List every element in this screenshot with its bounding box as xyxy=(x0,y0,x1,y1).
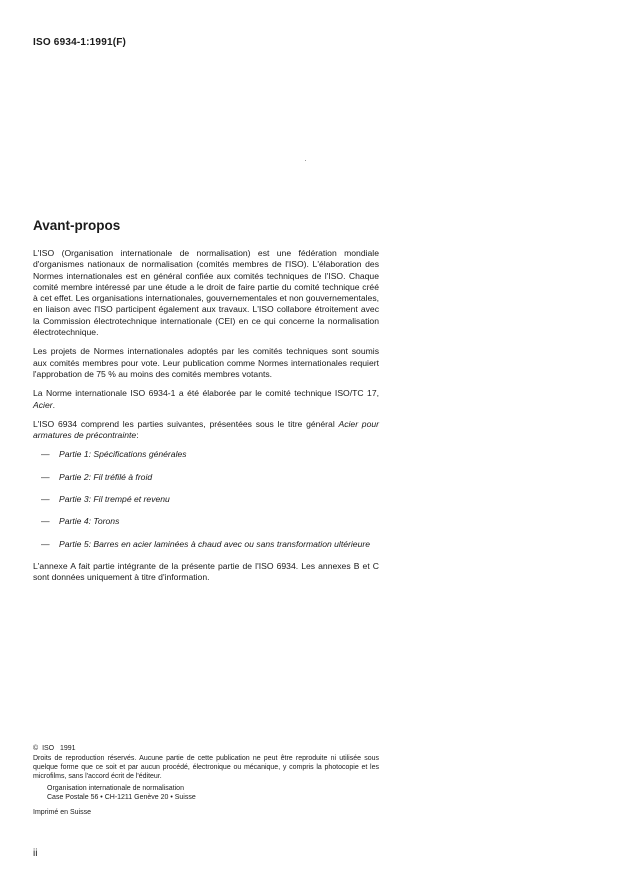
paragraph-committee xyxy=(33,388,379,411)
copyright-org: ISO xyxy=(42,745,55,752)
dash-bullet: — xyxy=(41,494,50,505)
part-label: Partie 3: xyxy=(59,494,92,505)
dash-bullet: — xyxy=(41,449,50,460)
copyright-line xyxy=(33,744,379,753)
part-title: Torons xyxy=(93,516,120,527)
part-title: Spécifications générales xyxy=(93,449,187,460)
paragraph-voting: Les projets de Normes internationales adoptés par les comités techniques sont soumis aux comités membres pour vote. Leur publication comme Normes internationales requiert l'approbation de 75 % au moins des comités membres votants. xyxy=(33,346,379,379)
part-label: Partie 1: xyxy=(59,449,92,460)
dash-bullet: — xyxy=(41,516,50,527)
publisher-address: Case Postale 56 • CH-1211 Genève 20 • Suisse xyxy=(47,794,196,801)
paragraph-annexes: L'annexe A fait partie intégrante de la présente partie de l'ISO 6934. Les annexes B et C sont données uniquement à titre d'information. xyxy=(33,560,379,583)
printed-in: Imprimé en Suisse xyxy=(33,809,91,816)
committee-text: La Norme internationale ISO 6934-1 a été élaborée par le comité technique ISO/TC 17, xyxy=(33,388,379,399)
committee-name: Acier xyxy=(33,399,53,410)
list-item xyxy=(33,516,379,527)
page-number: ii xyxy=(33,848,38,859)
parts-list xyxy=(33,449,379,549)
dash-bullet: — xyxy=(41,471,50,482)
parts-intro-end: : xyxy=(136,430,139,441)
list-item xyxy=(33,472,379,483)
part-title: Fil trempé et revenu xyxy=(93,494,170,505)
paragraph-iso-intro: L'ISO (Organisation internationale de normalisation) est une fédération mondiale d'organismes nationaux de normalisation (comités membres de l'ISO). L'élaboration des Normes internationales est en général confiée aux comités techniques de l'ISO. Chaque comité membre intéressé par une étude a le droit de faire partie du comité technique créé à cet effet. Les organisations internationales, gouvernementales et non gouvernementales, en liaison avec l'ISO participent également aux travaux. L'ISO collabore étroitement avec la Commission électrotechnique internationale (CEI) en ce qui concerne la normalisation électrotechnique. xyxy=(33,248,379,338)
copyright-year: 1991 xyxy=(59,745,76,752)
parts-intro-text: L'ISO 6934 comprend les parties suivantes, présentées sous le titre général xyxy=(33,418,339,429)
foreword-body xyxy=(33,248,379,592)
publisher-name: Organisation internationale de normalisation xyxy=(47,785,184,792)
document-id-header: ISO 6934-1:1991(F) xyxy=(33,37,127,48)
part-label: Partie 2: xyxy=(59,471,92,482)
section-title: Avant-propos xyxy=(33,218,121,233)
list-item xyxy=(33,449,379,460)
list-item xyxy=(33,494,379,505)
list-item xyxy=(33,539,379,550)
general-title: Acier pour armatures de précontrainte xyxy=(33,418,379,441)
part-title: Fil tréfilé à froid xyxy=(93,471,153,482)
dash-bullet: — xyxy=(41,538,50,549)
committee-end: . xyxy=(52,399,55,410)
part-title: Barres en acier laminées à chaud avec ou sans transformation ultérieure xyxy=(93,538,370,549)
paragraph-parts-intro xyxy=(33,419,379,442)
part-label: Partie 4: xyxy=(59,516,92,527)
part-label: Partie 5: xyxy=(59,538,92,549)
rights-notice: Droits de reproduction réservés. Aucune partie de cette publication ne peut être reproduite ni utilisée sous quelque forme que ce soit et par aucun procédé, électronique ou mécanique, y compris la photocopie et les microfilms, sans l'accord écrit de l'éditeur. xyxy=(33,755,379,780)
copyright-block xyxy=(33,744,379,817)
copyright-symbol: © xyxy=(33,745,39,752)
scan-speck xyxy=(305,160,306,161)
